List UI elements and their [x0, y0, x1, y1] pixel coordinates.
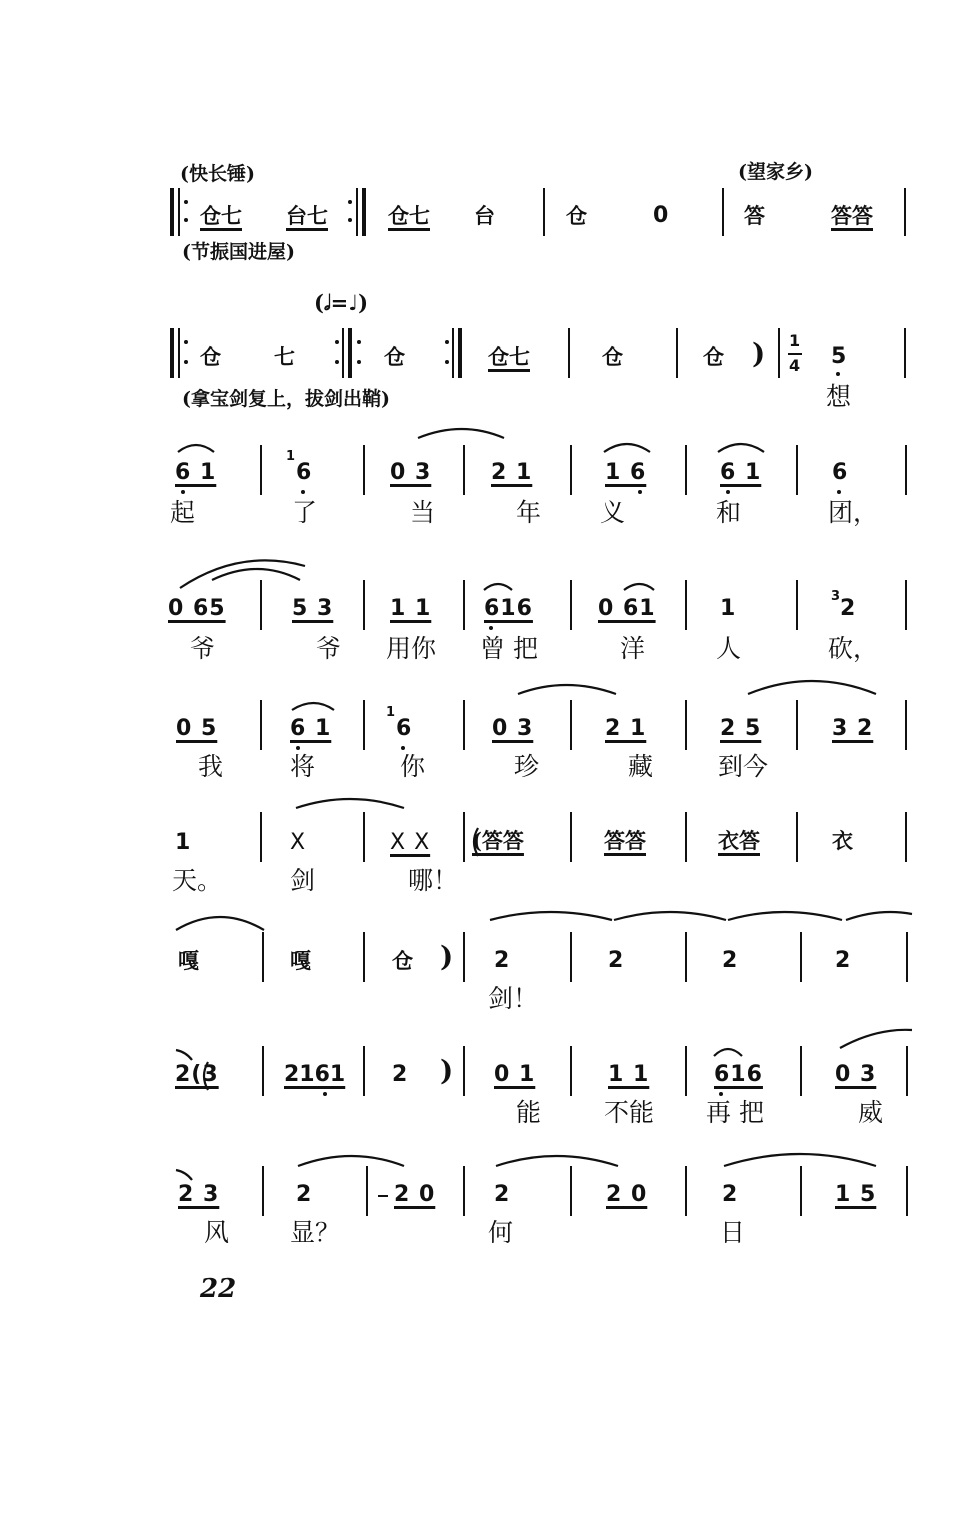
slur: [840, 1030, 912, 1048]
slur: [518, 685, 616, 694]
note-cell: 1 1: [608, 1062, 650, 1087]
note-cell: 2: [494, 1182, 511, 1207]
stage-direction: (拿宝剑复上，拔剑出鞘): [182, 388, 390, 410]
slur: [176, 1170, 192, 1180]
grace-note: 1: [386, 705, 397, 720]
note-cell: 0 3: [390, 460, 432, 485]
note-cell: 6: [832, 460, 849, 485]
note-cell: 2 0: [606, 1182, 648, 1207]
note-cell: 仓: [566, 203, 587, 228]
paren-open: [474, 828, 478, 856]
note-cell: 仓: [703, 344, 724, 369]
note-cell: 2 5: [720, 716, 762, 741]
note-cell: 仓: [392, 948, 413, 973]
lyric: 当: [410, 498, 436, 527]
lyric: 风: [204, 1218, 230, 1247]
note-cell: 616: [714, 1062, 763, 1087]
slur: [176, 917, 264, 930]
lyric: 将: [290, 752, 316, 781]
note-cell: 1: [720, 596, 737, 621]
note-cell: 6 1: [720, 460, 762, 485]
note-cell: 6: [396, 716, 413, 741]
note-cell: 仓七: [200, 203, 242, 228]
lyric: 砍，: [828, 634, 879, 663]
lyric: 你: [400, 752, 426, 781]
note-cell: 0 61: [598, 596, 656, 621]
slur: [728, 912, 842, 920]
slur: [490, 912, 612, 920]
lyric: 藏: [628, 752, 654, 781]
note-cell: 2: [296, 1182, 313, 1207]
lyric: 想: [826, 382, 852, 411]
time-sig-top: 1: [789, 331, 802, 350]
lyric: 曾 把: [480, 634, 538, 663]
note-cell: 1 1: [390, 596, 432, 621]
lyric: 显？: [290, 1218, 341, 1247]
note-cell: 衣答: [718, 828, 760, 853]
lyric: 起: [170, 498, 196, 527]
note-cell: (答答: [472, 828, 524, 853]
note-cell: 0 1: [494, 1062, 536, 1087]
close-paren: ): [440, 940, 454, 973]
slur: [748, 681, 876, 694]
note-cell: 2 1: [491, 460, 533, 485]
lyric: 不能: [604, 1098, 655, 1127]
lyric: 珍: [514, 752, 540, 781]
tune-name: (望家乡): [738, 161, 813, 183]
note-cell: 6: [296, 460, 313, 485]
lyric: 能: [516, 1098, 542, 1127]
note-cell: 仓: [200, 344, 221, 369]
lyric: 义: [600, 498, 626, 527]
time-sig-bottom: 4: [789, 356, 802, 375]
lyric: 到今: [718, 752, 769, 781]
note-cell: 5 3: [292, 596, 334, 621]
note-cell: 2 0: [394, 1182, 436, 1207]
note-cell: 仓: [602, 344, 623, 369]
note-cell: X: [290, 830, 307, 855]
note-cell: 衣: [832, 828, 853, 853]
lyric: 威: [858, 1098, 884, 1127]
note-cell: 2 1: [605, 716, 647, 741]
close-paren: ): [440, 1054, 454, 1087]
note-cell: 0: [653, 203, 670, 228]
note-cell: 1 5: [835, 1182, 877, 1207]
note-cell: 2(3: [175, 1062, 219, 1087]
note-cell: 2: [494, 948, 511, 973]
note-cell: 2161: [284, 1062, 346, 1087]
note-cell: X X: [390, 830, 431, 855]
slur: [496, 1156, 618, 1166]
slur: [298, 1156, 404, 1166]
note-cell: 台: [474, 203, 495, 228]
slur: [724, 1154, 876, 1166]
lyric: 剑！: [488, 984, 539, 1013]
lyric: 爷: [190, 634, 216, 663]
slur: [624, 584, 654, 590]
slur: [604, 444, 650, 452]
lyric: 团，: [828, 498, 879, 527]
lyric: 爷: [316, 634, 342, 663]
note-cell: 七: [274, 344, 295, 369]
paren-open: [204, 1062, 208, 1090]
note-cell: 5: [831, 344, 848, 369]
note-cell: 2: [722, 948, 739, 973]
note-cell: 2: [835, 948, 852, 973]
note-cell: 2: [840, 596, 857, 621]
note-cell: 0 3: [835, 1062, 877, 1087]
note-cell: 嘎: [178, 948, 199, 973]
lyric: 和: [716, 498, 742, 527]
slur: [292, 703, 334, 710]
grace-note: 1: [286, 449, 297, 464]
note-cell: 0 3: [492, 716, 534, 741]
note-cell: 3 2: [832, 716, 874, 741]
note-cell: 嘎: [290, 948, 311, 973]
lyric: 日: [720, 1218, 746, 1247]
slur: [846, 912, 912, 920]
slur: [176, 1050, 192, 1060]
note-cell: 2: [722, 1182, 739, 1207]
tempo-change: (𝅗𝅥=♩): [314, 290, 369, 315]
lyric: 剑: [290, 866, 316, 895]
note-cell: 0 5: [176, 716, 218, 741]
note-cell: 仓七: [488, 344, 530, 369]
lyric: 年: [516, 498, 542, 527]
note-cell: 0 65: [168, 596, 226, 621]
note-cell: 仓七: [388, 203, 430, 228]
lyric: 再 把: [706, 1098, 764, 1127]
slur: [418, 429, 504, 438]
lyric: 了: [292, 498, 318, 527]
slur: [212, 569, 300, 580]
note-cell: 6 1: [175, 460, 217, 485]
grace-note: 3: [831, 589, 842, 604]
note-cell: 答: [744, 203, 765, 228]
lyric: 人: [716, 634, 742, 663]
lyric: 哪！: [408, 866, 459, 895]
lyric: 天。: [172, 866, 223, 895]
lyric: 何: [488, 1218, 514, 1247]
slur: [714, 1049, 742, 1056]
page-number: 22: [200, 1274, 237, 1304]
note-cell: 2: [608, 948, 625, 973]
close-paren: ): [752, 337, 766, 370]
slur: [718, 444, 764, 452]
note-cell: 616: [484, 596, 533, 621]
note-cell: 2: [392, 1062, 409, 1087]
slur: [484, 584, 512, 590]
lyric: 洋: [620, 634, 646, 663]
note-cell: 台七: [286, 203, 328, 228]
stage-direction: (节振国进屋): [182, 241, 295, 263]
slur: [614, 912, 726, 920]
note-cell: 6 1: [290, 716, 332, 741]
note-cell: 答答: [831, 203, 873, 228]
note-cell: 仓: [384, 344, 405, 369]
tempo-marking: (快长锤): [180, 163, 255, 185]
lyric: 用你: [386, 634, 437, 663]
lyric: 我: [198, 752, 224, 781]
note-cell: 2 3: [178, 1182, 220, 1207]
slur: [178, 445, 214, 452]
note-cell: 1 6: [605, 460, 647, 485]
note-cell: 答答: [604, 828, 646, 853]
note-cell: 1: [175, 830, 192, 855]
slur: [296, 799, 404, 808]
